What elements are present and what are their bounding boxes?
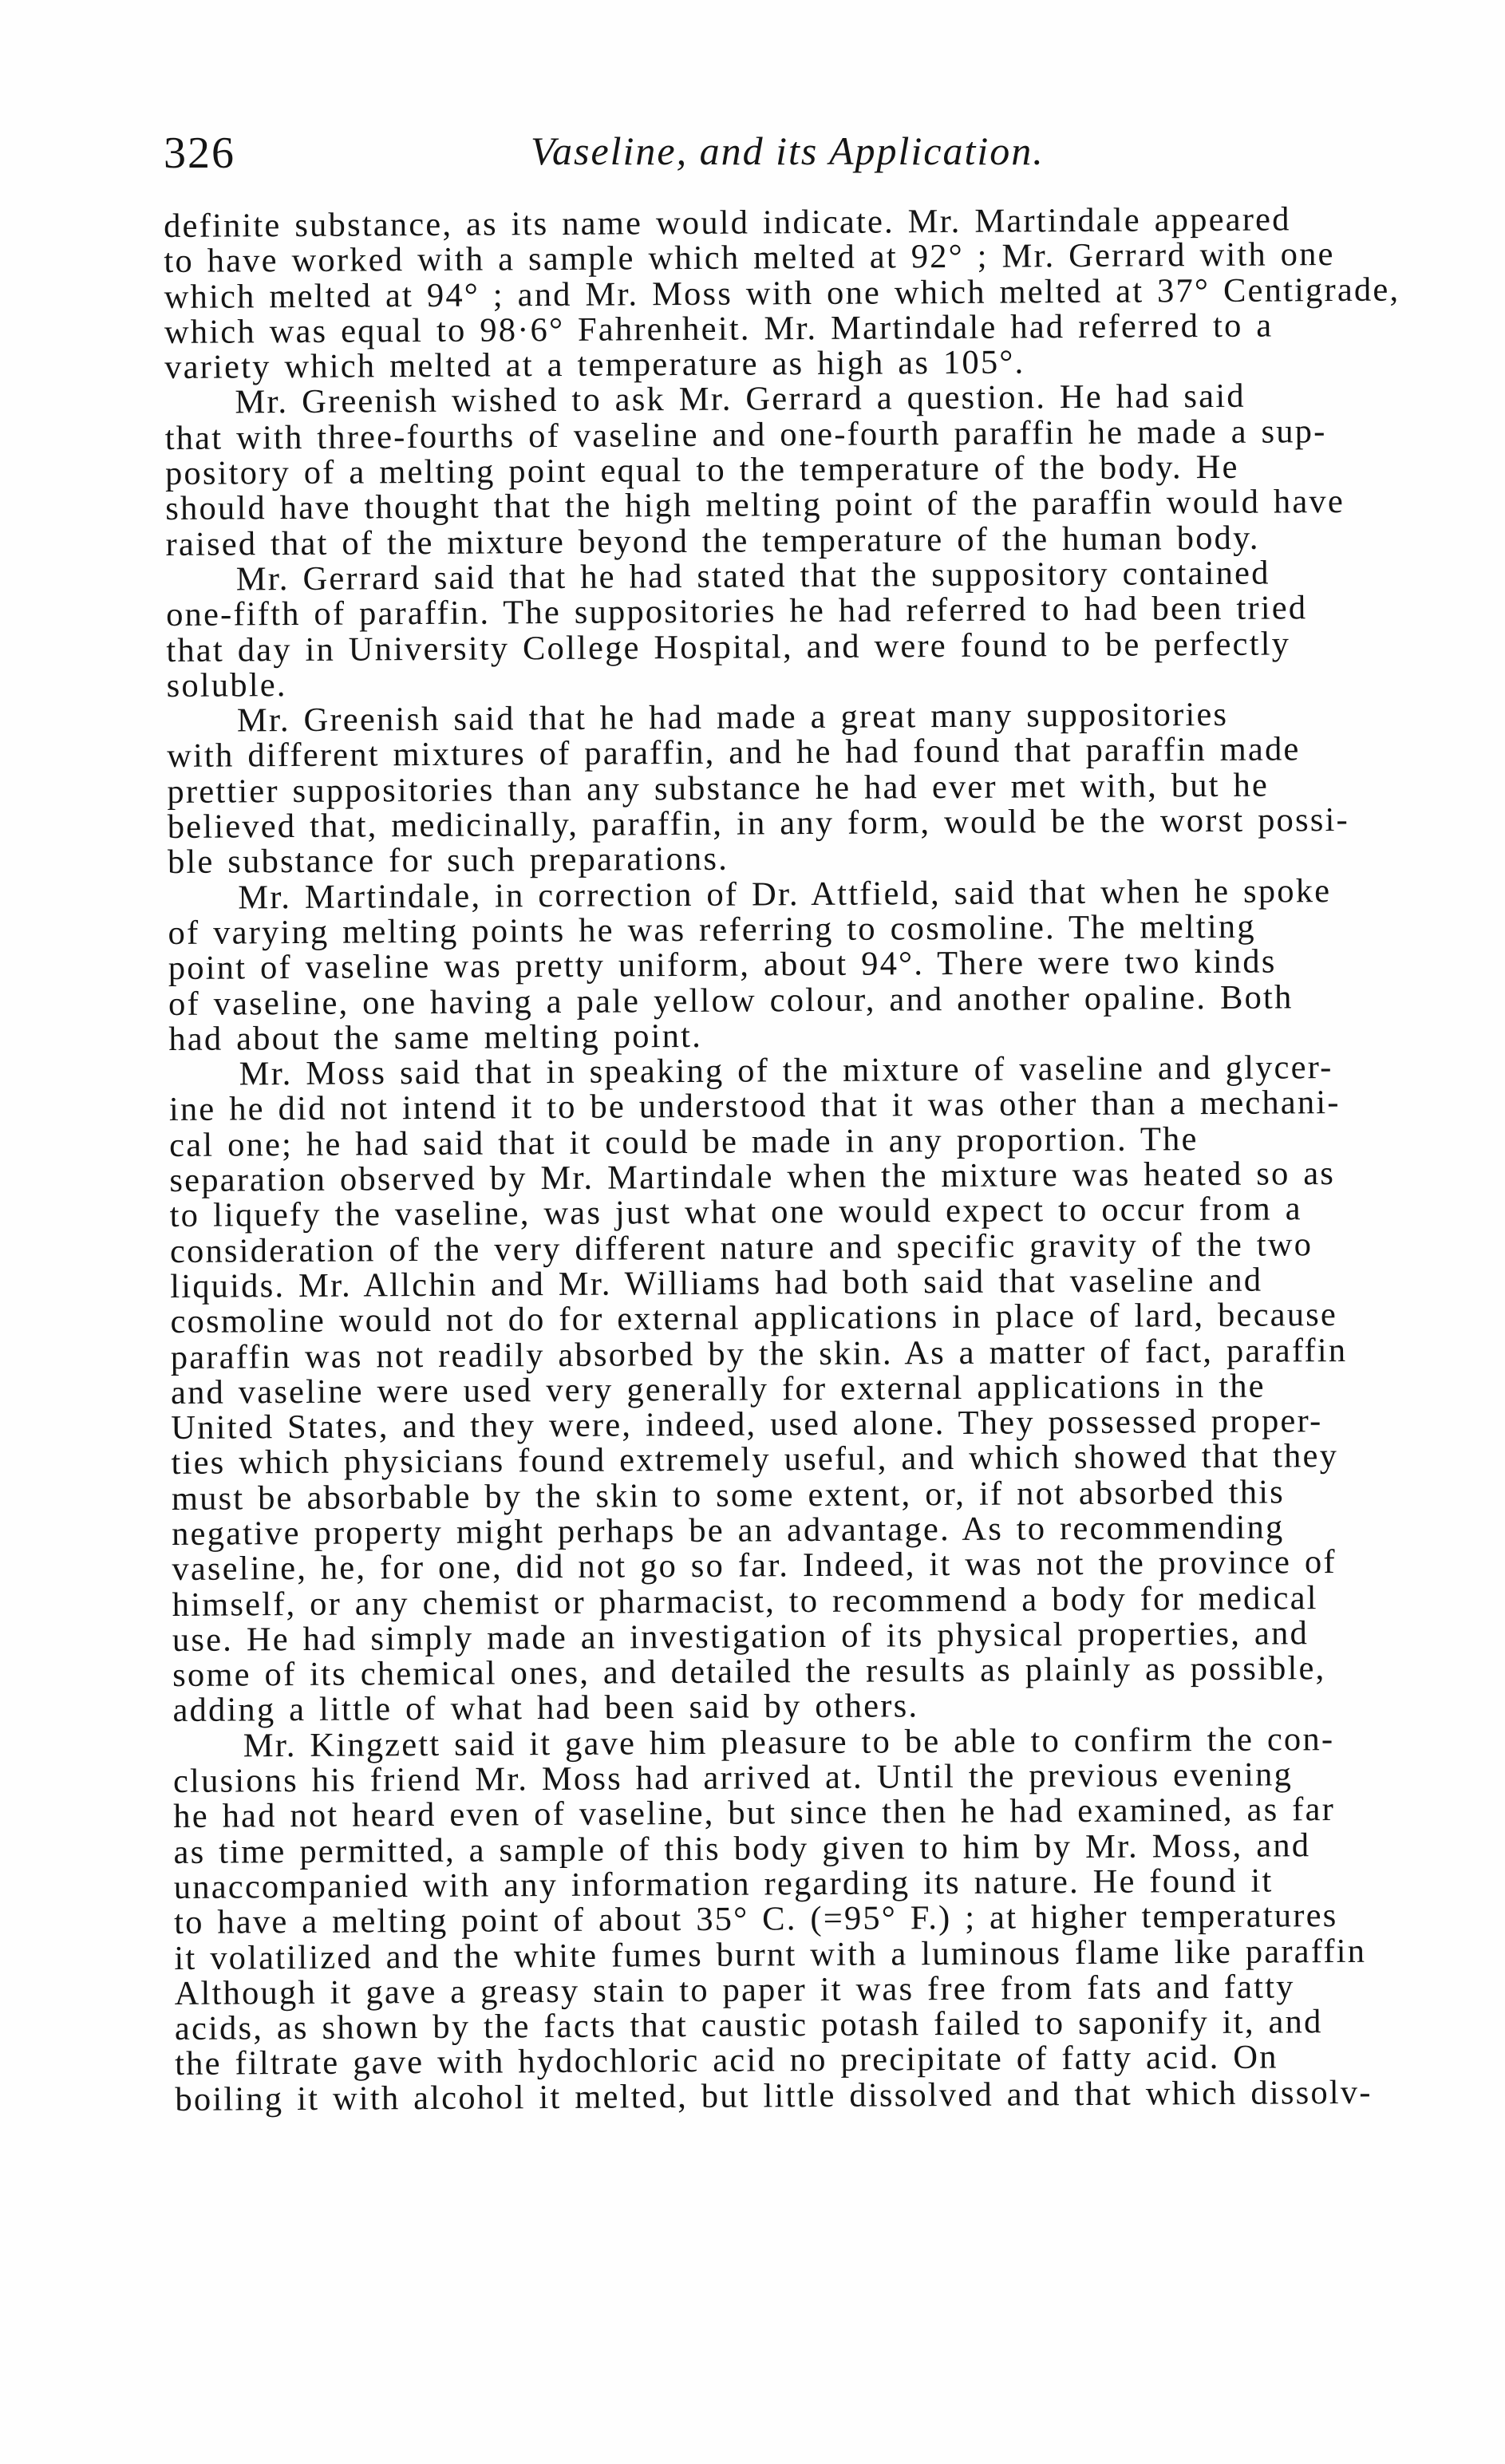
text-line: some of its chemical ones, and detailed the results as plainly as possible, <box>172 1649 1326 1695</box>
text-line: Although it gave a greasy stain to paper it was free from fats and fatty <box>174 1968 1295 2012</box>
text-line: soluble. <box>166 665 287 705</box>
text-line: boiling it with alcohol it melted, but little dissolved and that which dissolv- <box>175 2073 1373 2118</box>
text-line: himself, or any chemist or pharmacist, to recommend a body for medical <box>172 1578 1318 1624</box>
text-line: prettier suppositories than any substance he had ever met with, but he <box>167 766 1270 811</box>
text-line: paraffin was not readily absorbed by the skin. As a matter of fact, paraffin <box>170 1331 1348 1376</box>
text-line: it volatilized and the white fumes burnt with a luminous flame like paraffin <box>174 1932 1367 1977</box>
text-line: clusions his friend Mr. Moss had arrived at. Until the previous evening <box>172 1755 1294 1801</box>
text-line: liquids. Mr. Allchin and Mr. Williams had both said that vaseline and <box>170 1261 1263 1305</box>
body-text <box>164 201 1468 2118</box>
text-line: one-fifth of paraffin. The suppositories he had referred to had been tried <box>165 589 1308 634</box>
text-line: believed that, medicinally, paraffin, in any form, would be the worst possi- <box>167 800 1350 847</box>
text-line: to have a melting point of about 35° C. (=95° F.) ; at higher temperatures <box>173 1897 1338 1942</box>
text-line: which melted at 94° ; and Mr. Moss with one which melted at 37° Centigrade, <box>164 270 1400 316</box>
text-line: ties which physicians found extremely useful, and which showed that they <box>171 1437 1339 1483</box>
text-line: variety which melted at a temperature as high as 105°. <box>164 343 1025 387</box>
text-line: should have thought that the high melting point of the paraffin would have <box>165 483 1345 528</box>
text-line: pository of a melting point equal to the temperature of the body. He <box>164 448 1239 493</box>
paragraph-start-line: Mr. Greenish said that he had made a great many suppositories <box>236 696 1229 740</box>
text-line: and vaseline were used very generally for external applications in the <box>170 1367 1266 1412</box>
text-line: unaccompanied with any information regarding its nature. He found it <box>173 1862 1274 1906</box>
text-line: ine he did not intend it to be understood that it was other than a mechani- <box>168 1084 1341 1129</box>
text-line: United States, and they were, indeed, used alone. They possessed proper- <box>171 1402 1323 1447</box>
text-line: negative property might perhaps be an advantage. As to recommending <box>171 1508 1285 1553</box>
text-line: use. He had simply made an investigation of its physical properties, and <box>172 1614 1309 1659</box>
text-line: to have worked with a sample which melted at 92° ; Mr. Gerrard with one <box>164 235 1335 281</box>
running-title: Vaseline, and its Application. <box>531 128 1045 173</box>
text-line: with different mixtures of paraffin, and he had found that paraffin made <box>167 730 1301 776</box>
paragraph-start-line: Mr. Greenish wished to ask Mr. Gerrard a question. He had said <box>235 377 1246 421</box>
paragraph-start-line: Mr. Kingzett said it gave him pleasure to be able to confirm the con- <box>243 1720 1335 1765</box>
paragraph-start-line: Mr. Martindale, in correction of Dr. Attfield, said that when he spoke <box>238 871 1332 917</box>
text-line: raised that of the mixture beyond the temperature of the human body. <box>165 519 1260 563</box>
text-line: which was equal to 98·6° Fahrenheit. Mr. Martindale had referred to a <box>164 306 1274 351</box>
text-line: must be absorbable by the skin to some extent, or, if not absorbed this <box>171 1473 1286 1518</box>
text-line: definite substance, as its name would indicate. Mr. Martindale appeared <box>163 200 1291 245</box>
text-line: ble substance for such preparations. <box>167 840 729 882</box>
text-line: that with three-fourths of vaseline and one-fourth paraffin he made a sup- <box>164 412 1327 457</box>
text-line: vaseline, he, for one, did not go so far. Indeed, it was not the province of <box>172 1543 1337 1589</box>
text-line: adding a little of what had been said by others. <box>172 1687 919 1730</box>
text-line: separation observed by Mr. Martindale when the mixture was heated so as <box>169 1155 1336 1199</box>
text-line: cosmoline would not do for external applications in place of lard, because <box>170 1296 1338 1341</box>
paragraph-start-line: Mr. Gerrard said that he had stated that the suppository contained <box>235 554 1270 598</box>
text-line: consideration of the very different nature and specific gravity of the two <box>169 1225 1313 1270</box>
text-line: point of vaseline was pretty uniform, about 94°. There were two kinds <box>168 942 1277 988</box>
page-number: 326 <box>164 128 235 178</box>
running-head <box>164 128 1121 192</box>
text-line: as time permitted, a sample of this body given to him by Mr. Moss, and <box>173 1826 1311 1871</box>
text-line: of varying melting points he was referring to cosmoline. The melting <box>168 907 1256 952</box>
text-line: that day in University College Hospital, and were found to be perfectly <box>166 624 1291 669</box>
text-line: cal one; he had said that it could be made in any proportion. The <box>169 1119 1199 1164</box>
text-line: acids, as shown by the facts that caustic potash failed to saponify it, and <box>174 2003 1323 2048</box>
text-line: he had not heard even of vaseline, but since then he had examined, as far <box>173 1791 1336 1836</box>
text-line: of vaseline, one having a pale yellow colour, and another opaline. Both <box>168 977 1294 1023</box>
paragraph-start-line: Mr. Moss said that in speaking of the mixture of vaseline and glycer- <box>239 1048 1333 1093</box>
text-line: had about the same melting point. <box>168 1017 703 1058</box>
text-line: the filtrate gave with hydochloric acid no precipitate of fatty acid. On <box>175 2038 1278 2083</box>
text-line: to liquefy the vaseline, was just what one would expect to occur from a <box>169 1190 1302 1235</box>
